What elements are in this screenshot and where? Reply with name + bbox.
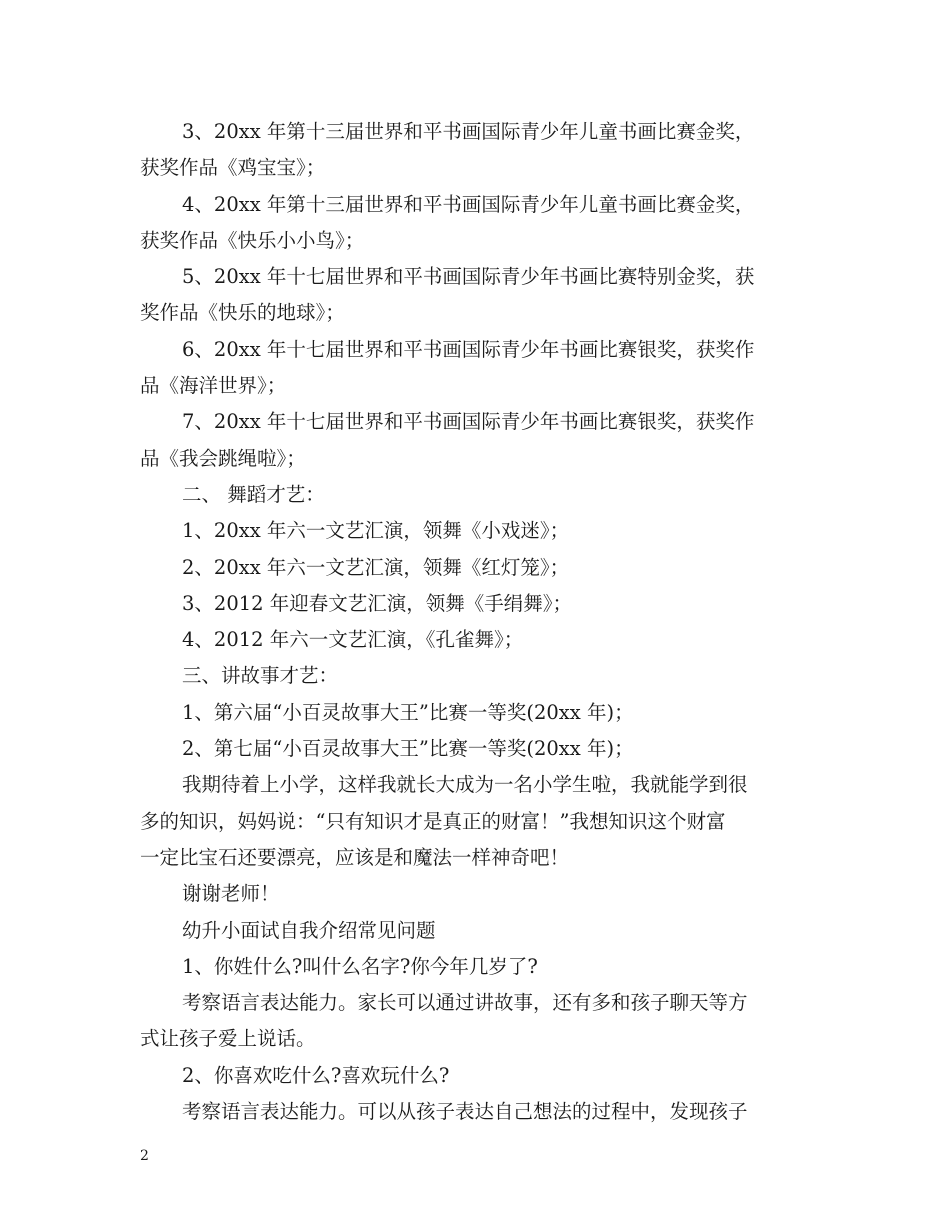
text-line: 奖作品《快乐的地球》；	[140, 301, 345, 325]
text-line: 我期待着上小学，这样我就长大成为一名小学生啦，我就能学到很	[182, 773, 748, 797]
text-line: 多的知识，妈妈说：“只有知识才是真正的财富！”我想知识这个财富	[140, 809, 726, 833]
text-line: 5、20xx 年十七届世界和平书画国际青少年书画比赛特别金奖，获	[182, 265, 755, 289]
text-line: 1、20xx 年六一文艺汇演，领舞《小戏迷》；	[182, 519, 570, 543]
text-line: 三、讲故事才艺：	[182, 664, 339, 688]
text-line: 幼升小面试自我介绍常见问题	[182, 918, 436, 942]
text-line: 6、20xx 年十七届世界和平书画国际青少年书画比赛银奖，获奖作	[182, 337, 755, 361]
text-line: 1、你姓什么?叫什么名字?你今年几岁了?	[182, 954, 538, 978]
text-line: 获奖作品《鸡宝宝》；	[140, 156, 326, 180]
text-line: 一定比宝石还要漂亮，应该是和魔法一样神奇吧！	[140, 845, 570, 869]
text-line: 2、你喜欢吃什么?喜欢玩什么?	[182, 1063, 450, 1087]
text-line: 品《海洋世界》；	[140, 374, 287, 398]
text-line: 品《我会跳绳啦》；	[140, 446, 306, 470]
text-line: 4、20xx 年第十三届世界和平书画国际青少年儿童书画比赛金奖，	[182, 192, 755, 216]
text-line: 二、 舞蹈才艺：	[182, 482, 325, 506]
text-line: 获奖作品《快乐小小鸟》；	[140, 228, 365, 252]
text-line: 谢谢老师！	[182, 882, 280, 906]
document-body	[140, 114, 812, 1130]
text-line: 3、2012 年迎春文艺汇演，领舞《手绢舞》；	[182, 591, 572, 615]
text-line: 考察语言表达能力。家长可以通过讲故事，还有多和孩子聊天等方	[182, 991, 748, 1015]
text-line: 式让孩子爱上说话。	[140, 1027, 316, 1051]
text-line: 4、2012 年六一文艺汇演，《孔雀舞》；	[182, 628, 524, 652]
text-line: 2、20xx 年六一文艺汇演，领舞《红灯笼》；	[182, 555, 570, 579]
text-line: 2、第七届“小百灵故事大王”比赛一等奖(20xx 年)；	[182, 737, 634, 761]
text-line: 7、20xx 年十七届世界和平书画国际青少年书画比赛银奖，获奖作	[182, 410, 755, 434]
text-line: 3、20xx 年第十三届世界和平书画国际青少年儿童书画比赛金奖，	[182, 120, 755, 143]
text-line: 考察语言表达能力。可以从孩子表达自己想法的过程中，发现孩子	[182, 1100, 748, 1124]
text-line: 1、第六届“小百灵故事大王”比赛一等奖(20xx 年)；	[182, 700, 634, 724]
page-number: 2	[140, 1148, 149, 1164]
